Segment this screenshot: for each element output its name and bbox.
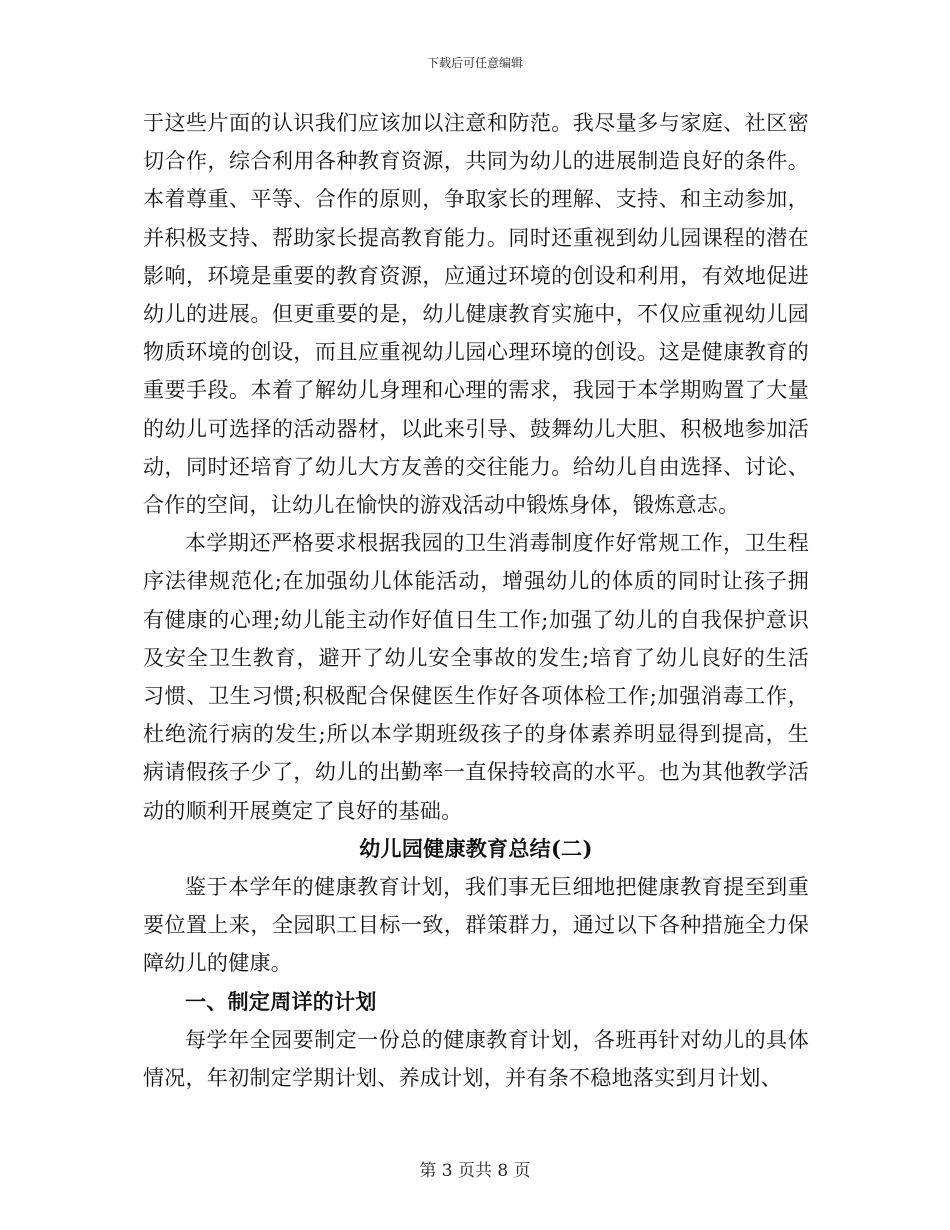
body-paragraph: 鉴于本学年的健康教育计划，我们事无巨细地把健康教育提至到重要位置上来，全园职工目标一致，群策群力，通过以下各种措施全力保障幼儿的健康。	[143, 875, 809, 976]
body-paragraph: 每学年全园要制定一份总的健康教育计划，各班再针对幼儿的具体情况，年初制定学期计划、养成计划，并有条不稳地落实到月计划、	[143, 1027, 809, 1091]
document-body	[143, 104, 809, 1097]
section-title: 幼儿园健康教育总结(二)	[359, 835, 593, 861]
sub-heading: 一、制定周详的计划	[185, 988, 377, 1014]
body-paragraph: 于这些片面的认识我们应该加以注意和防范。我尽量多与家庭、社区密切合作，综合利用各种教育资源，共同为幼儿的进展制造良好的条件。本着尊重、平等、合作的原则，争取家长的理解、支持、和主动参加，并积极支持、帮助家长提高教育能力。同时还重视到幼儿园课程的潜在影响，环境是重要的教育资源，应通过环境的创设和利用，有效地促进幼儿的进展。但更重要的是，幼儿健康教育实施中，不仅应重视幼儿园物质环境的创设，而且应重视幼儿园心理环境的创设。这是健康教育的重要手段。本着了解幼儿身理和心理的需求，我园于本学期购置了大量的幼儿可选择的活动器材，以此来引导、鼓舞幼儿大胆、积极地参加活动，同时还培育了幼儿大方友善的交往能力。给幼儿自由选择、讨论、合作的空间，让幼儿在愉快的游戏活动中锻炼身体，锻炼意志。	[143, 111, 809, 518]
page-footer: 第 3 页共 8 页	[419, 1161, 531, 1181]
body-paragraph: 本学期还严格要求根据我园的卫生消毒制度作好常规工作，卫生程序法律规范化;在加强幼儿体能活动，增强幼儿的体质的同时让孩子拥有健康的心理;幼儿能主动作好值日生工作;加强了幼儿的自我保护意识及安全卫生教育，避开了幼儿安全事故的发生;培育了幼儿良好的生活习惯、卫生习惯;积极配合保健医生作好各项体检工作;加强消毒工作，杜绝流行病的发生;所以本学期班级孩子的身体素养明显得到提高，生病请假孩子少了，幼儿的出勤率一直保持较高的水平。也为其他教学活动的顺利开展奠定了良好的基础。	[143, 531, 809, 823]
page-header: 下载后可任意编辑	[426, 56, 523, 70]
